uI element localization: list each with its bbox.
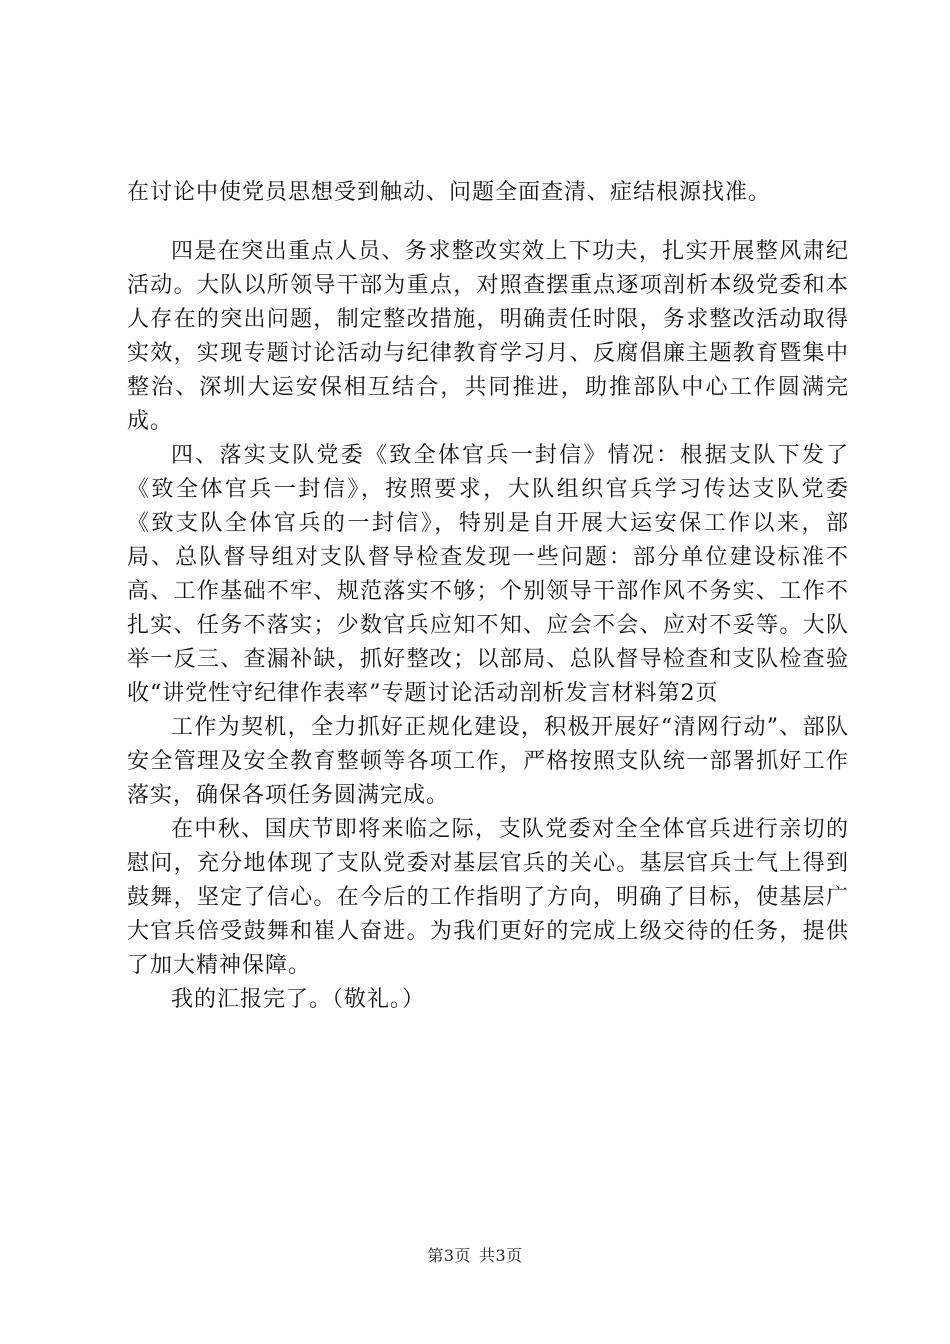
- document-body: [127, 176, 849, 1017]
- paragraph-continuation: 在讨论中使党员思想受到触动、问题全面查清、症结根源找准。: [127, 180, 772, 205]
- paragraph-closing: 我的汇报完了。（敬礼。）: [171, 987, 426, 1012]
- paragraph-open-letter: 四、落实支队党委《致全体官兵一封信》情况：根据支队下发了《致全体官兵一封信》，按照要求，大队组织官兵学习传达支队党委《致支队全体官兵的一封信》，特别是自开展大运安保工作以来，部局、总队督导组对支队督导检查发现一些问题：部分单位建设标准不高、工作基础不牢、规范落实不够；个别领导干部作风不务实、工作不扎实、任务不落实；少数官兵应知不知、应会不会、应对不妥等。大队举一反三、查漏补缺，抓好整改；以部局、总队督导检查和支队检查验收“讲党性守纪律作表率”专题讨论活动剖析发言材料第2页: [127, 443, 849, 706]
- page-number: 第3页: [427, 1246, 471, 1265]
- paragraph-work-opportunity: 工作为契机，全力抓好正规化建设，积极开展好“清网行动”、部队安全管理及安全教育整顿等各项工作，严格按照支队统一部署抓好工作落实，确保各项任务圆满完成。: [127, 715, 849, 808]
- paragraph-festival-greeting: 在中秋、国庆节即将来临之际，支队党委对全全体官兵进行亲切的慰问，充分地体现了支队党委对基层官兵的关心。基层官兵士气上得到鼓舞，坚定了信心。在今后的工作指明了方向，明确了目标，使基层广大官兵倍受鼓舞和崔人奋进。为我们更好的完成上级交待的任务，提供了加大精神保障。: [127, 817, 849, 978]
- page-total: 共3页: [479, 1246, 523, 1265]
- paragraph-rectification: 四是在突出重点人员、务求整改实效上下功夫，扎实开展整风肃纪活动。大队以所领导干部为重点，对照查摆重点逐项剖析本级党委和本人存在的突出问题，制定整改措施，明确责任时限，务求整改活动取得实效，实现专题讨论活动与纪律教育学习月、反腐倡廉主题教育暨集中整治、深圳大运安保相互结合，共同推进，助推部队中心工作圆满完成。: [127, 239, 849, 434]
- page-footer: [0, 1246, 950, 1266]
